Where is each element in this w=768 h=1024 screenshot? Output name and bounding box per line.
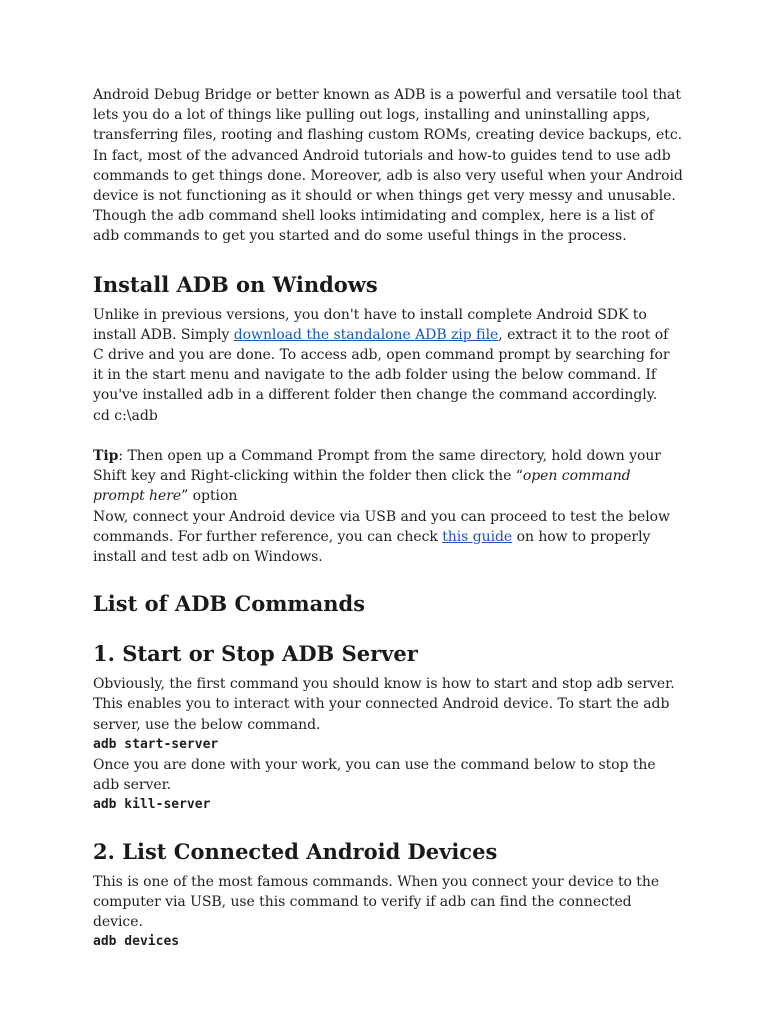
tip-label: Tip bbox=[93, 448, 119, 465]
download-adb-zip-link[interactable]: download the standalone ADB zip file bbox=[233, 326, 499, 343]
install-paragraph bbox=[93, 305, 683, 406]
kill-server-command: adb kill-server bbox=[93, 797, 211, 813]
tip-text-after: ” option bbox=[181, 488, 238, 505]
intro-paragraph: Android Debug Bridge or better known as ADB is a powerful and versatile tool that lets you do a lot of things like pulling out logs, installing and uninstalling apps, transferring files, rooting and flashing custom ROMs, creating device backups, etc. In fact, most of the advanced Android tutorials and how-to guides tend to use adb commands to get things done. Moreover, adb is also very useful when your Android device is not functioning as it should or when things get very messy and unusable. Though the adb command shell looks intimidating and complex, here is a list of adb commands to get you started and do some useful things in the process. bbox=[93, 87, 683, 245]
section1-paragraph: Obviously, the first command you should know is how to start and stop adb server. This enables you to interact with your connected Android device. To start the adb server, use the below command. bbox=[93, 676, 675, 733]
connect-paragraph bbox=[93, 507, 683, 568]
section1-heading: 1. Start or Stop ADB Server bbox=[93, 641, 418, 667]
section2-heading: 2. List Connected Android Devices bbox=[93, 838, 498, 864]
article-body bbox=[93, 85, 683, 952]
tip-emphasis: open command prompt here bbox=[93, 468, 631, 505]
install-text-before-link: Unlike in previous versions, you don't have to install complete Android SDK to install ADB. Simply bbox=[93, 306, 647, 343]
start-server-command: adb start-server bbox=[93, 736, 219, 752]
list-heading: List of ADB Commands bbox=[93, 591, 366, 617]
tip-text-before: : Then open up a Command Prompt from the same directory, hold down your Shift key and Right-clicking within the folder then click the “ bbox=[93, 448, 661, 485]
connect-text-before-link: Now, connect your Android device via USB and you can proceed to test the below commands. For further reference, you can check bbox=[93, 508, 670, 545]
install-text-after-link: , extract it to the root of C drive and you are done. To access adb, open command prompt by searching for it in the start menu and navigate to the adb folder using the below command. If you've installed adb in a different folder then change the command accordingly. bbox=[93, 326, 670, 404]
install-heading: Install ADB on Windows bbox=[93, 271, 378, 297]
tip-paragraph bbox=[93, 446, 683, 507]
devices-command: adb devices bbox=[93, 934, 180, 950]
section2-paragraph: This is one of the most famous commands. When you connect your device to the computer via USB, use this command to verify if adb can find the connected device. bbox=[93, 873, 660, 931]
cd-command: cd c:\adb bbox=[93, 407, 158, 424]
this-guide-link[interactable]: this guide bbox=[442, 528, 513, 545]
spacer bbox=[93, 426, 683, 446]
connect-text-after-link: on how to properly install and test adb on Windows. bbox=[93, 528, 651, 566]
section1-paragraph-2: Once you are done with your work, you can use the command below to stop the adb server. bbox=[93, 757, 656, 794]
